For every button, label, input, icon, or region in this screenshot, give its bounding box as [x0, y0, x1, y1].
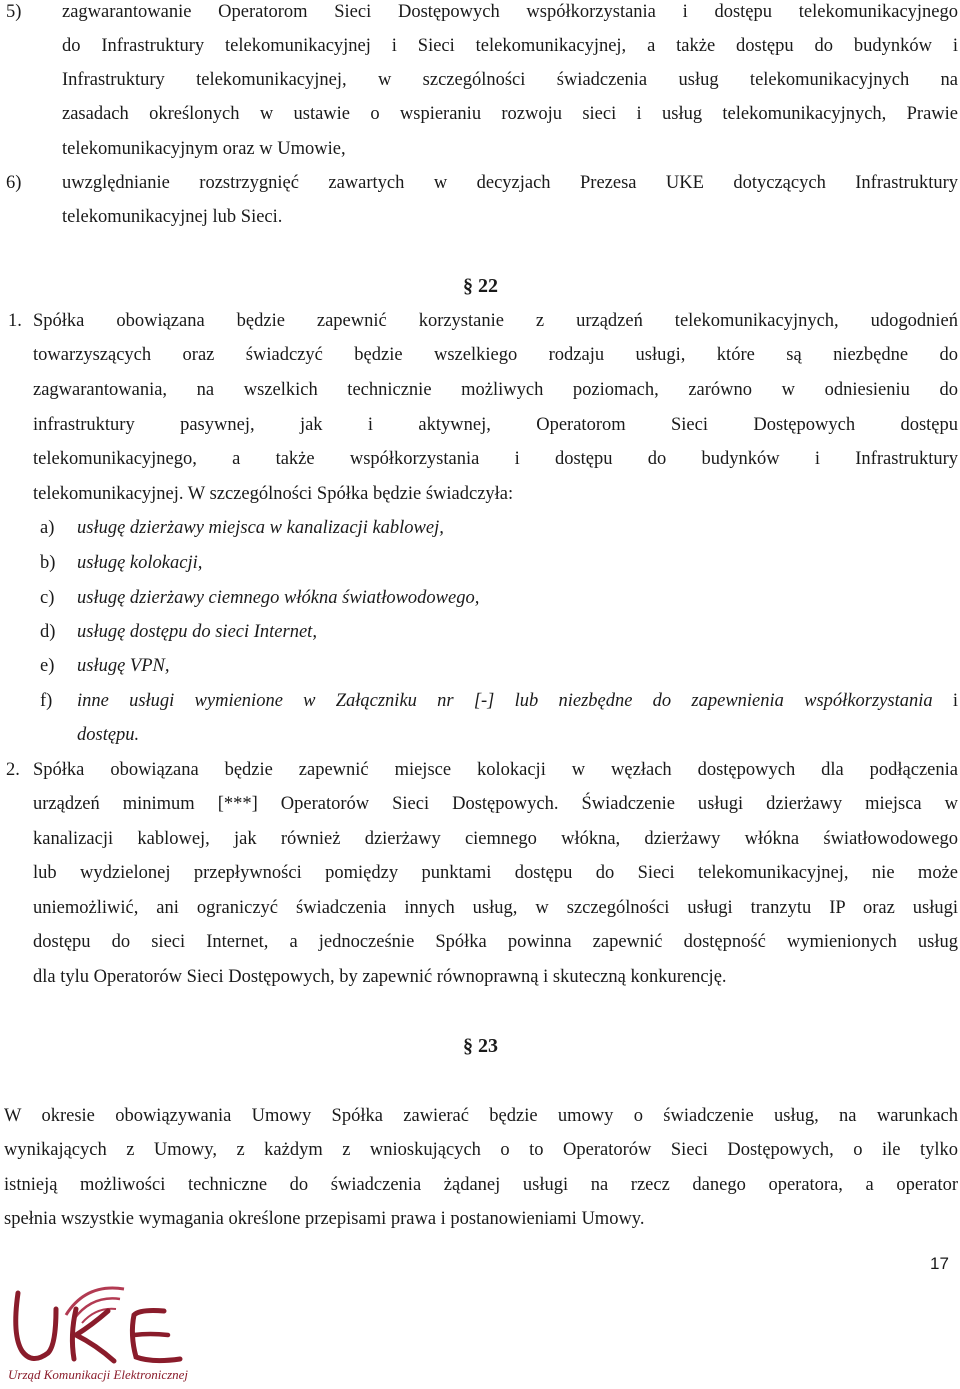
- item5-line-3: Infrastruktury telekomunikacyjnej, w szczególności świadczenia usług telekomunikacyjnych na: [62, 70, 958, 90]
- s23-line-4: spełnia wszystkie wymagania określone przepisami prawa i postanowieniami Umowy.: [4, 1209, 645, 1229]
- s22-p2-line-6: dostępu do sieci Internet, a jednocześnie Spółka powinna zapewnić dostępność wymienionych usług: [33, 932, 958, 952]
- list-number-5: 5): [6, 2, 22, 22]
- subitem-text-a: usługę dzierżawy miejsca w kanalizacji kablowej,: [77, 518, 444, 538]
- subitem-text-d: usługę dostępu do sieci Internet,: [77, 622, 317, 642]
- s22-p2-line-4: lub wydzielonej przepływności pomiędzy punktami dostępu do Sieci telekomunikacyjnej, nie może: [33, 863, 958, 883]
- s22-p1-line-4: infrastruktury pasywnej, jak i aktywnej, Operatorom Sieci Dostępowych dostępu: [33, 415, 958, 435]
- item6-line-1: uwzględnianie rozstrzygnięć zawartych w decyzjach Prezesa UKE dotyczących Infrastruktury: [62, 173, 958, 193]
- subitem-label-e: e): [40, 656, 55, 676]
- s23-line-1: W okresie obowiązywania Umowy Spółka zawierać będzie umowy o świadczenie usług, na warunkach: [4, 1106, 958, 1126]
- subitem-label-f: f): [40, 691, 53, 711]
- s22-p2-line-5: uniemożliwić, ani ograniczyć świadczenia innych usług, w szczególności usługi tranzytu IP oraz usługi: [33, 898, 958, 918]
- subitem-label-b: b): [40, 553, 56, 573]
- uke-logo-icon: [4, 1275, 194, 1383]
- s22-p1-line-5: telekomunikacyjnego, a także współkorzystania i dostępu do budynków i Infrastruktury: [33, 449, 958, 469]
- subitem-text-b: usługę kolokacji,: [77, 553, 203, 573]
- paragraph-number-1: 1.: [8, 311, 22, 331]
- s22-p2-line-1: Spółka obowiązana będzie zapewnić miejsce kolokacji w węzłach dostępowych dla podłączenia: [33, 760, 958, 780]
- subitem-text-f: inne usługi wymienione w Załączniku nr [-] lub niezbędne do zapewnienia współkorzystania i: [77, 691, 958, 711]
- s22-p1-line-3: zagwarantowania, na wszelkich technicznie możliwych poziomach, zarówno w odniesieniu do: [33, 380, 958, 400]
- subitem-text-f-cont: dostępu.: [77, 725, 140, 745]
- s22-p2-line-2: urządzeń minimum [***] Operatorów Sieci Dostępowych. Świadczenie usługi dzierżawy miejsca w: [33, 794, 958, 814]
- item5-line-5: telekomunikacyjnym oraz w Umowie,: [62, 139, 346, 159]
- item6-line-2: telekomunikacyjnej lub Sieci.: [62, 207, 283, 227]
- s22-p1-line-2: towarzyszących oraz świadczyć będzie wszelkiego rodzaju usługi, które są niezbędne do: [33, 345, 958, 365]
- uke-logo: [4, 1275, 194, 1383]
- paragraph-number-2: 2.: [6, 760, 20, 780]
- subitem-text-c: usługę dzierżawy ciemnego włókna światłowodowego,: [77, 588, 480, 608]
- s22-p2-line-3: kanalizacji kablowej, jak również dzierżawy ciemnego włókna, dzierżawy włókna światłowodowego: [33, 829, 958, 849]
- logo-caption: Urząd Komunikacji Elektronicznej: [8, 1367, 189, 1382]
- item5-line-2: do Infrastruktury telekomunikacyjnej i Sieci telekomunikacyjnej, a także dostępu do budynków i: [62, 36, 958, 56]
- s23-line-2: wynikających z Umowy, z każdym z wnioskujących o to Operatorów Sieci Dostępowych, o ile tylko: [4, 1140, 958, 1160]
- subitem-label-a: a): [40, 518, 55, 538]
- s22-p1-line-1: Spółka obowiązana będzie zapewnić korzystanie z urządzeń telekomunikacyjnych, udogodnień: [33, 311, 958, 331]
- subitem-label-d: d): [40, 622, 56, 642]
- item5-line-4: zasadach określonych w ustawie o wspieraniu rozwoju sieci i usług telekomunikacyjnych, Prawie: [62, 104, 958, 124]
- section-sign-icon: §: [463, 1035, 473, 1057]
- item5-line-1: zagwarantowanie Operatorom Sieci Dostępowych współkorzystania i dostępu telekomunikacyjnego: [62, 2, 958, 22]
- subitem-label-c: c): [40, 588, 55, 608]
- subitem-text-e: usługę VPN,: [77, 656, 170, 676]
- page-number: 17: [930, 1254, 949, 1273]
- list-number-6: 6): [6, 173, 22, 193]
- section-sign-icon: §: [463, 275, 473, 297]
- section-22-heading: § 22: [463, 275, 498, 297]
- s22-p1-line-6: telekomunikacyjnej. W szczególności Spółka będzie świadczyła:: [33, 484, 514, 504]
- s23-line-3: istnieją możliwości techniczne do świadczenia żądanej usługi na rzecz danego operatora, a operator: [4, 1175, 958, 1195]
- section-23-heading: § 23: [463, 1035, 498, 1057]
- s22-p2-line-7: dla tylu Operatorów Sieci Dostępowych, by zapewnić równoprawną i skuteczną konkurencję.: [33, 967, 727, 987]
